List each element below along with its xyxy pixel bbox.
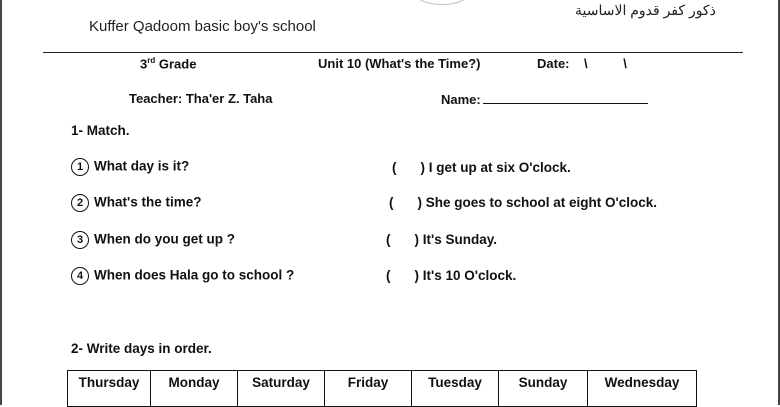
days-table	[67, 370, 697, 407]
match-question	[71, 194, 201, 212]
answer-text: She goes to school at eight O'clock.	[425, 195, 658, 210]
date-separators: \ \	[583, 56, 643, 71]
match-answer[interactable]	[386, 232, 497, 247]
question-text: What day is it?	[94, 158, 190, 174]
header-divider	[43, 52, 743, 53]
match-answer[interactable]	[392, 160, 571, 175]
day-cell: Wednesday	[588, 371, 697, 407]
day-cell: Monday	[151, 371, 238, 407]
name-blank-line[interactable]	[483, 91, 648, 104]
answer-close-paren: )	[420, 160, 425, 175]
page-frame-left	[0, 0, 2, 405]
answer-text: It's Sunday.	[422, 232, 497, 247]
answer-open-paren: (	[389, 195, 394, 210]
order-section-title: 2- Write days in order.	[71, 341, 212, 356]
student-name-field[interactable]	[441, 91, 648, 107]
day-cell: Tuesday	[412, 371, 499, 407]
grade-word: Grade	[158, 56, 197, 72]
match-section-title: 1- Match.	[71, 123, 130, 138]
answer-text: It's 10 O'clock.	[422, 268, 517, 283]
question-text: When does Hala go to school ?	[94, 267, 295, 283]
match-answer[interactable]	[389, 195, 657, 210]
circled-number: 4	[71, 267, 89, 285]
date-field	[537, 56, 643, 71]
day-cell: Friday	[325, 371, 412, 407]
answer-open-paren: (	[386, 268, 391, 283]
answer-open-paren: (	[392, 160, 397, 175]
date-label: Date:	[537, 56, 570, 71]
answer-close-paren: )	[414, 232, 419, 247]
day-cell: Saturday	[238, 371, 325, 407]
match-question	[71, 231, 235, 249]
circled-number: 3	[71, 231, 89, 249]
question-text: What's the time?	[94, 194, 202, 210]
school-name-arabic: ذكور كفر قدوم الاساسية	[575, 2, 716, 18]
circled-number: 2	[71, 194, 89, 212]
match-question	[71, 267, 294, 285]
circled-number: 1	[71, 158, 89, 176]
answer-close-paren: )	[417, 195, 422, 210]
school-name-english: Kuffer Qadoom basic boy's school	[89, 18, 316, 35]
answer-open-paren: (	[386, 232, 391, 247]
answer-text: I get up at six O'clock.	[428, 160, 571, 175]
match-answer[interactable]	[386, 268, 516, 283]
school-logo	[415, 0, 469, 5]
grade-label	[140, 56, 196, 71]
teacher-name: Teacher: Tha'er Z. Taha	[129, 91, 273, 106]
question-text: When do you get up ?	[94, 231, 235, 247]
name-label: Name:	[441, 92, 481, 107]
match-question	[71, 158, 189, 176]
day-cell: Sunday	[499, 371, 588, 407]
table-row	[68, 371, 697, 407]
grade-suffix: rd	[147, 56, 156, 65]
grade-number: 3	[140, 56, 148, 72]
unit-title: Unit 10 (What's the Time?)	[318, 56, 481, 71]
answer-close-paren: )	[414, 268, 419, 283]
day-cell: Thursday	[68, 371, 151, 407]
